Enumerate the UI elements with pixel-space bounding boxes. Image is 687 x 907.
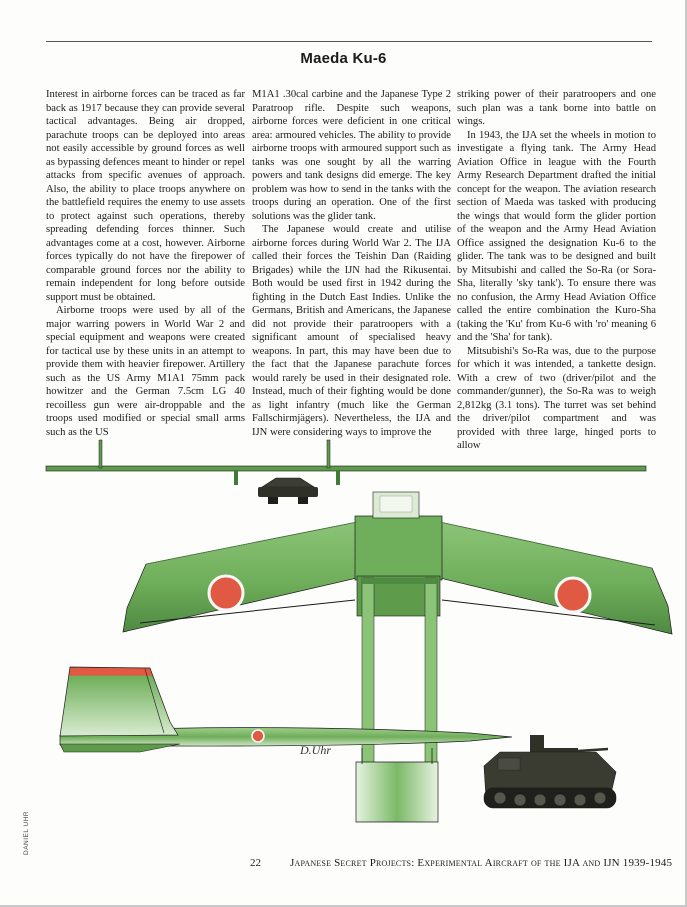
ku6-illustration	[0, 420, 687, 840]
top-rule	[46, 41, 652, 42]
paragraph: M1A1 .30cal carbine and the Japanese Type 2 Paratroop rifle. Despite such weapons, airborne forces were deficient in one critical area: armoured vehicles. The ability to provide airborne troops with armoured support such as tanks was one sought by all the warring powers and tank designs did emerge. The key problem was how to send in the tanks with the troops during an operation. One of the first solutions was the glider tank.	[252, 89, 451, 222]
text-column-3	[457, 88, 656, 451]
paragraph: Mitsubishi's So-Ra was, due to the purpose for which it was intended, a tankette design. With a crew of two (driver/pilot and the commander/gunner), the So-Ra was to weigh 2,812kg (3.1 tons). The turret was set behind the driver/pilot compartment and was provided with three large, hinged ports to allow	[457, 345, 656, 451]
text-column-1	[46, 88, 245, 438]
artist-signature: D.Uhr	[300, 743, 332, 757]
paragraph: Airborne troops were used by all of the major warring powers in World War 2 and special equipment and weapons were created for tactical use by these units in an attempt to provide them with heavier firepower. Artillery such as the US Army M1A1 75mm pack howitzer and the German 7.5cm LG 40 recoilless gun were air-droppable and the troops used modified or special small arms such as the US	[46, 305, 245, 438]
paragraph: Interest in airborne forces can be traced as far back as 1917 because they can provide several tactical advantages. Being air dropped, parachute troops can be deployed into areas not easily accessible by ground forces as well as bypassing defences meant to hinder or repel attacks from specific avenues of approach. Also, the ability to place troops anywhere on the battlefield requires the enemy to use assets to protect against such operations, thereby spreading defending forces thinner. Such advantages come at a cost, however. Airborne forces typically do not have the firepower of comparable ground forces nor the ability to remain independent for long before outside support must be obtained.	[46, 89, 245, 303]
front-view	[46, 440, 646, 504]
paragraph: In 1943, the IJA set the wheels in motion to investigate a flying tank. The Army Head Aviation Office in league with the Fourth Army Research Department drafted the initial concept for the weapon. The aviation research section of Maeda was tasked with producing the wings that would form the glider portion of the weapon and the Army Head Aviation Office assigned the designation Ku-6 to the glider. The tank was to be designed and built by Mitsubishi and called the So-Ra (or Sora-Sha, literally 'sky tank'). To ensure there was no confusion, the Army Head Aviation Office called the entire combination the Kuro-Sha (taking the 'Ku' from Ku-6 with 'ro' meaning 6 and the 'Sha' for tank).	[457, 129, 656, 343]
page-title: Maeda Ku-6	[300, 50, 387, 67]
paragraph: The Japanese would create and utilise airborne forces during World War 2. The IJA called their forces the Teishin Dan (Raiding Brigades) while the IJN had the Rikusentai. Both would be used first in 1942 during the fighting in the Dutch East Indies. Unlike the Germans, British and Americans, the Japanese did not provide their paratroopers with a significant amount of specialised heavy weapons. In part, this may have been due to the fact that the Japanese parachute forces would rarely be used in their designated role. Instead, much of their fighting would be done as light infantry (much like the German Fallschirmjägers). Nevertheless, the IJA and IJN were considering ways to improve the	[252, 224, 451, 438]
side-view	[60, 667, 512, 822]
text-column-2	[252, 88, 451, 438]
illustration-credit: DANIEL UHR	[23, 810, 30, 855]
page-number: 22	[250, 857, 261, 869]
paragraph: striking power of their paratroopers and one such plan was a tank borne into battle on wings.	[457, 89, 656, 127]
so-ra-tank	[484, 735, 616, 808]
wing-planform	[123, 492, 672, 634]
running-head: Japanese Secret Projects: Experimental Aircraft of the IJA and IJN 1939-1945	[290, 857, 673, 869]
